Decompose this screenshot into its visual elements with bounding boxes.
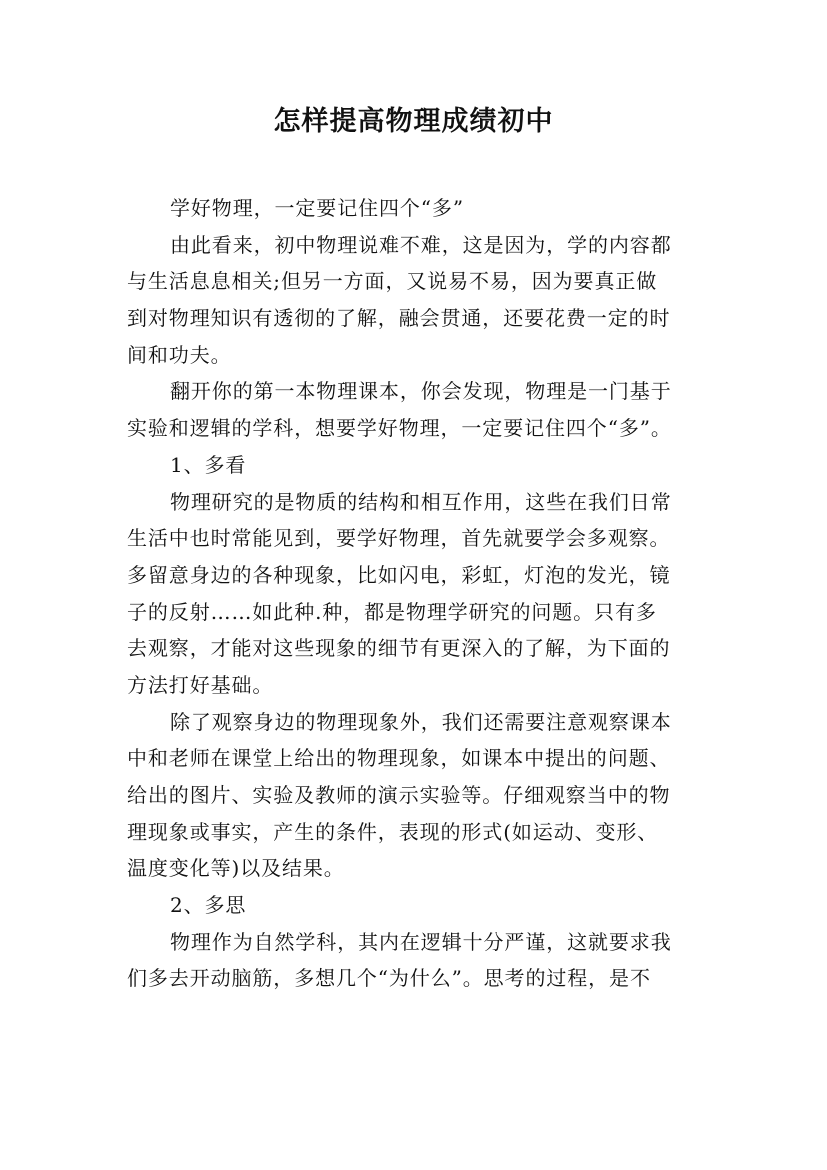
paragraph-line: 去观察，才能对这些现象的细节有更深入的了解，为下面的: [127, 636, 671, 661]
paragraph-line: 除了观察身边的物理现象外，我们还需要注意观察课本: [170, 709, 672, 734]
paragraph-line: 翻开你的第一本物理课本，你会发现，物理是一门基于: [170, 379, 672, 404]
paragraph-line: 中和老师在课堂上给出的物理现象，如课本中提出的问题、: [127, 746, 671, 771]
paragraph-line: 理现象或事实，产生的条件，表现的形式(如运动、变形、: [127, 819, 659, 844]
document-title: 怎样提高物理成绩初中: [273, 106, 554, 137]
paragraph-line: 方法打好基础。: [127, 672, 274, 697]
paragraph-line: 们多去开动脑筋，多想几个“为什么”。思考的过程，是不: [127, 966, 651, 991]
paragraph-line: 学好物理，一定要记住四个“多”: [170, 196, 464, 220]
paragraph-line: 间和功夫。: [127, 342, 232, 367]
paragraph-line: 生活中也时常能见到，要学好物理，首先就要学会多观察。: [127, 526, 671, 551]
paragraph-line: 子的反射……如此种.种，都是物理学研究的问题。只有多: [127, 599, 657, 624]
document-body: [127, 190, 713, 997]
paragraph-line: 温度变化等)以及结果。: [127, 856, 345, 881]
paragraph-line: 与生活息息相关;但另一方面，又说易不易，因为要真正做: [127, 269, 658, 294]
paragraph-line: 物理研究的是物质的结构和相互作用，这些在我们日常: [170, 489, 672, 514]
paragraph-line: 由此看来，初中物理说难不难，这是因为，学的内容都: [170, 232, 672, 257]
paragraph-line: 给出的图片、实验及教师的演示实验等。仔细观察当中的物: [127, 783, 671, 807]
paragraph-line: 多留意身边的各种现象，比如闪电，彩虹，灯泡的发光，镜: [127, 562, 671, 587]
paragraph-line: 实验和逻辑的学科，想要学好物理，一定要记住四个“多”。: [127, 416, 672, 441]
section-heading: 1、多看: [170, 452, 247, 477]
paragraph-line: 到对物理知识有透彻的了解，融会贯通，还要花费一定的时: [127, 306, 671, 331]
section-heading: 2、多思: [170, 893, 247, 918]
paragraph-line: 物理作为自然学科，其内在逻辑十分严谨，这就要求我: [170, 929, 672, 954]
